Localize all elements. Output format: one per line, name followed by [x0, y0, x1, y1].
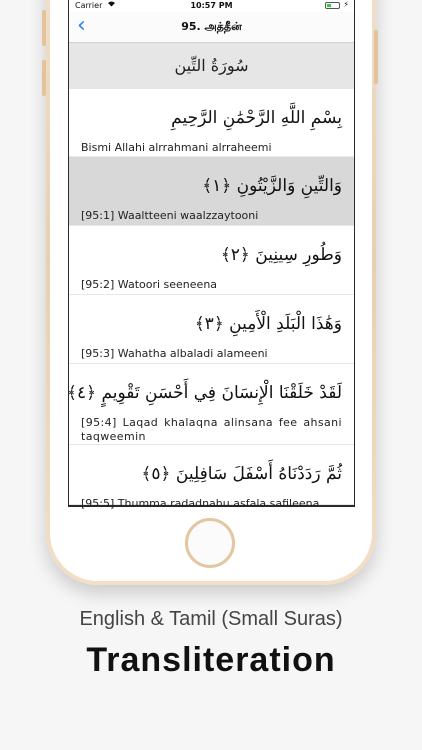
- verse-arabic: ثُمَّ رَدَدْنَاهُ أَسْفَلَ سَافِلِينَ ﴿٥﴾: [141, 464, 342, 484]
- page-title: 95. அத்தீன்: [181, 20, 242, 33]
- list-item[interactable]: [69, 295, 354, 364]
- status-time: 10:57 PM: [190, 1, 233, 10]
- verse-arabic: لَقَدْ خَلَقْنَا الْإِنسَانَ فِي أَحْسَنِ تَقْوِيمٍ ﴿٤﴾: [66, 383, 342, 403]
- surah-header: سُورَةُ التِّين: [69, 43, 354, 89]
- bolt-icon: ⚡: [343, 0, 349, 9]
- caption-subtitle: English & Tamil (Small Suras): [79, 608, 343, 630]
- list-item[interactable]: [69, 226, 354, 295]
- verse-arabic: وَالتِّينِ وَالزَّيْتُونِ ﴿١﴾: [202, 176, 342, 196]
- verse-transliteration: [95:2] Watoori seeneena: [81, 278, 218, 291]
- verse-transliteration: [95:5] Thumma radadnahu asfala safileena: [81, 497, 320, 510]
- carrier-label: Carrier: [75, 1, 103, 10]
- chevron-left-icon[interactable]: ‹: [77, 13, 86, 38]
- caption-title: Transliteration: [86, 641, 336, 679]
- verse-arabic: بِسْمِ اللَّهِ الرَّحْمَٰنِ الرَّحِيمِ: [171, 108, 342, 128]
- verse-transliteration: [95:1] Waaltteeni waalzzaytooni: [81, 209, 259, 222]
- volume-down-button: [42, 60, 46, 96]
- verse-transliteration: [95:4] Laqad khalaqna alinsana fee ahsani taqweemin: [81, 416, 342, 443]
- verse-transliteration: [95:3] Wahatha albaladi alameeni: [81, 347, 268, 360]
- verse-arabic: وَطُورِ سِينِينَ ﴿٢﴾: [220, 245, 342, 265]
- app-screen: [66, 0, 355, 510]
- list-item[interactable]: [69, 445, 354, 510]
- power-button: [374, 30, 378, 84]
- list-item[interactable]: [66, 364, 354, 445]
- list-item[interactable]: [69, 89, 354, 157]
- home-button[interactable]: [185, 518, 235, 568]
- status-bar: [69, 0, 354, 12]
- list-item-selected[interactable]: [69, 157, 354, 226]
- verse-arabic: وَهَٰذَا الْبَلَدِ الْأَمِينِ ﴿٣﴾: [194, 314, 342, 334]
- battery-icon: [325, 2, 340, 9]
- volume-up-button: [42, 10, 46, 46]
- verse-list: [66, 89, 354, 510]
- verse-transliteration: Bismi Allahi alrrahmani alrraheemi: [81, 141, 272, 154]
- navigation-bar: [69, 12, 354, 43]
